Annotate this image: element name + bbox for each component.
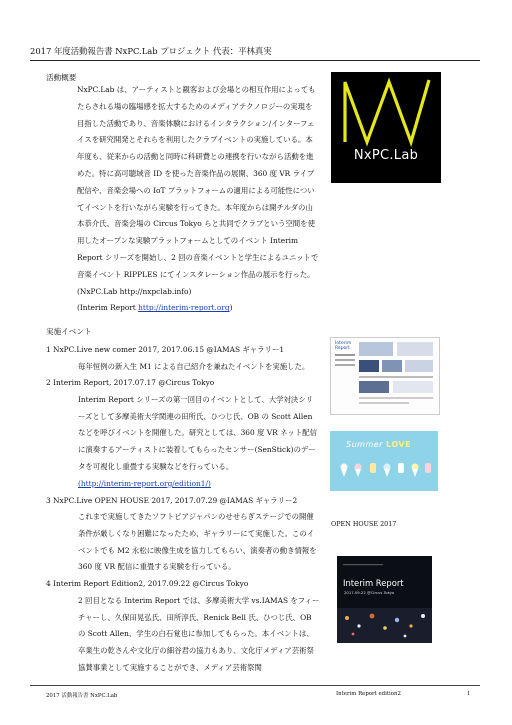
love-word: LOVE bbox=[386, 440, 412, 449]
overview-paragraph: NxPC.Lab は、アーティストと観客および会場との相互作用によってもたらされる場の臨場感を拡大するためのメディアテクノロジーの実現を目指した活動であり、音楽体験におけるインタラクション/インターフェイスを研究開発とそれらを利用したクラブイベントの実施している。本年度も、従来からの活動と同時に科研費との連携を行いながら活動を進めた。特に高可聴域音 ID を使った音楽作品の展開、360 度 VR ライブ配信や、音楽会場への IoT プラットフォームの適用による可能性についてイベントを行いながら実験を行ってきた。本年度からは開チルダの山本恭介氏、音楽会場の Circus Tokyo らと共同でクラブという空間を使用したオープンな実験プラットフォームとしてのイベント Interim Report シリーズを開始し、2 回の音楽イベントと学生によるユニットで音楽イベント RIPPLES にてインスタレーション作品の展示を行った。 bbox=[77, 85, 319, 279]
summer-love-title bbox=[346, 440, 411, 449]
events-heading: 実施イベント bbox=[46, 327, 92, 336]
report-header: 2017 年度活動報告書 NxPC.Lab プロジェクト 代表：平林真実 bbox=[30, 46, 272, 56]
event-title-3: 3 NxPC.Live OPEN HOUSE 2017, 2017.07.29 @IAMAS ギャラリー2 bbox=[46, 495, 298, 505]
poster-city-lights bbox=[337, 556, 432, 643]
event-desc-4 bbox=[78, 593, 320, 677]
event-desc-1 bbox=[78, 359, 320, 376]
interim-report-link[interactable]: http://interim-report.org bbox=[138, 303, 230, 313]
poster-subtitle: 2017.09.22 @Circus Tokyo bbox=[344, 590, 395, 595]
shot-title: Interim Report bbox=[335, 341, 352, 351]
event-title-2: 2 Interim Report, 2017.07.17 @Circus Tokyo bbox=[46, 378, 215, 388]
logo-zigzag-icon bbox=[331, 72, 441, 152]
logo-wordmark: NxPC.Lab bbox=[353, 148, 419, 163]
event-desc-4-text: 2 回目となる Interim Report では、多摩美術大学 vs.IAMAS をフィーチャーし、久保田晃弘氏、田所淳氏、Renick Bell 氏、ひつじ氏、OB の Scott Allen、学生の白石覚也に参加してもらった。本イベントは、卒業生の乾さんや文化庁の細谷君の協力もあり、文化庁メディア芸術祭協賛事業として実施することができ、メディア芸術祭関 bbox=[78, 595, 320, 672]
events-list bbox=[46, 342, 320, 677]
overview-heading: 活動概要 bbox=[46, 73, 77, 82]
open-house-poster-image bbox=[330, 431, 438, 491]
footer-divider bbox=[30, 685, 480, 686]
event-desc-2-text: Interim Report シリーズの第一回目のイベントとして、大学対決シリーズとして多摩美術大学関連の田所氏、ひつじ氏、OB の Scott Allen などを呼びイベントを開催した。研究としては、360 度 VR ネット配信に演奏するアーティストに装着してもらったセンサー(SenStick)のデータを可視化し重畳する実験などを行っている。 bbox=[78, 394, 317, 471]
nxpclab-logo bbox=[331, 72, 441, 183]
summer-word: Summer bbox=[346, 440, 383, 449]
edition1-link[interactable]: (http://interim-report.org/edition1/) bbox=[78, 478, 211, 488]
poster-title: Interim Report bbox=[343, 578, 404, 588]
event-desc-2 bbox=[78, 392, 320, 493]
event-desc-3 bbox=[78, 509, 320, 576]
event-desc-1-text: 毎年恒例の新入生 M1 による自己紹介を兼ねたイベントを実施した。 bbox=[78, 361, 310, 371]
nxpclab-link-line: (NxPC.Lab http://nxpclab.info) bbox=[77, 286, 192, 296]
interim-link-suffix: ) bbox=[229, 303, 233, 313]
interim-link-prefix: (Interim Report bbox=[77, 303, 139, 313]
event-title-4: 4 Interim Report Edition2, 2017.09.22 @Circus Tokyo bbox=[46, 579, 249, 589]
footer-left: 2017 活動報告書 NxPC.Lab bbox=[46, 693, 118, 699]
open-house-caption: OPEN HOUSE 2017 bbox=[331, 520, 397, 528]
interim-report-website-image bbox=[330, 337, 440, 415]
interim-report-edition2-poster bbox=[337, 556, 432, 643]
event-desc-3-text: これまで実施してきたソフトピアジャパンのせせらぎステージでの開催条件が厳しくなり困難になったため、ギャラリーにて実施した。このイベントでも M2 永松に映像生成を協力してもらい、演奏者の動き情報を 360 度 VR 配信に重畳する実験を行っている。 bbox=[78, 512, 317, 572]
overview-body bbox=[77, 82, 319, 317]
page-number: 1 bbox=[467, 691, 471, 697]
event-title-1: 1 NxPC.Live new comer 2017, 2017.06.15 @IAMAS ギャラリー1 bbox=[46, 345, 285, 354]
interim-link-line bbox=[77, 300, 319, 317]
header-divider bbox=[30, 60, 480, 61]
poster-caption: Interim Report edition2 bbox=[336, 691, 401, 697]
